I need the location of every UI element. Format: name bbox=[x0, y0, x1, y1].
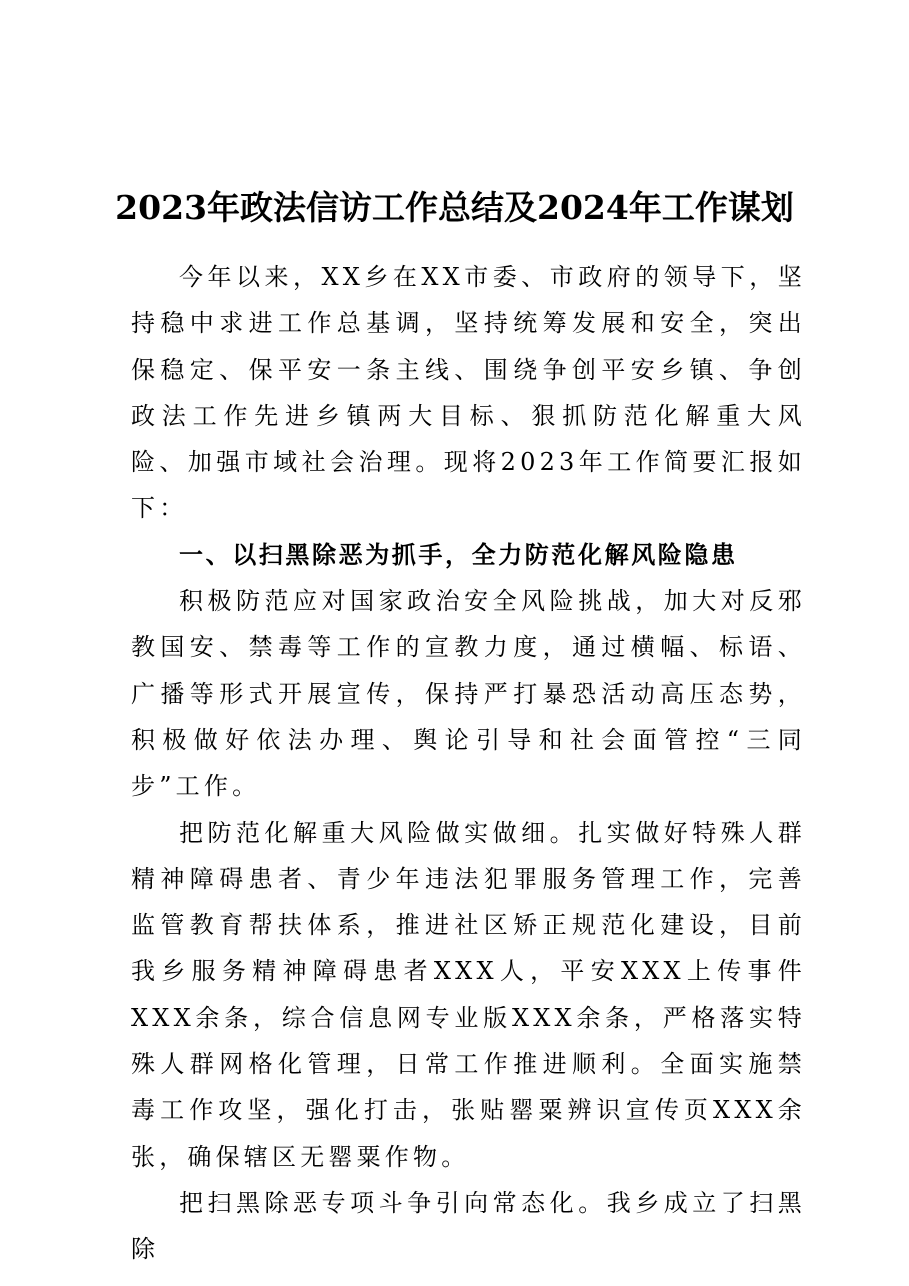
intro-paragraph: 今年以来，XX乡在XX市委、市政府的领导下，坚持稳中求进工作总基调，坚持统筹发展和安全，突出保稳定、保平安一条主线、围绕争创平安乡镇、争创政法工作先进乡镇两大目标、狠抓防范化解重大风险、加强市域社会治理。现将2023年工作简要汇报如下： bbox=[131, 263, 806, 523]
section-heading: 一、以扫黑除恶为抓手，全力防范化解风险隐患 bbox=[179, 540, 738, 569]
body-paragraph: 把扫黑除恶专项斗争引向常态化。我乡成立了扫黑除 bbox=[131, 1188, 806, 1264]
document-body bbox=[131, 254, 806, 1273]
body-paragraph: 把防范化解重大风险做实做细。扎实做好特殊人群精神障碍患者、青少年违法犯罪服务管理工作，完善监管教育帮扶体系，推进社区矫正规范化建设，目前我乡服务精神障碍患者XXX人，平安XXX上传事件XXX余条，综合信息网专业版XXX余条，严格落实特殊人群网格化管理，日常工作推进顺利。全面实施禁毒工作攻坚，强化打击，张贴罂粟辨识宣传页XXX余张，确保辖区无罂粟作物。 bbox=[131, 818, 806, 1171]
body-paragraph: 积极防范应对国家政治安全风险挑战，加大对反邪教国安、禁毒等工作的宣教力度，通过横幅、标语、广播等形式开展宣传，保持严打暴恐活动高压态势，积极做好依法办理、舆论引导和社会面管控“三同步”工作。 bbox=[131, 587, 806, 801]
document-title: 2023年政法信访工作总结及2024年工作谋划 bbox=[115, 188, 794, 227]
